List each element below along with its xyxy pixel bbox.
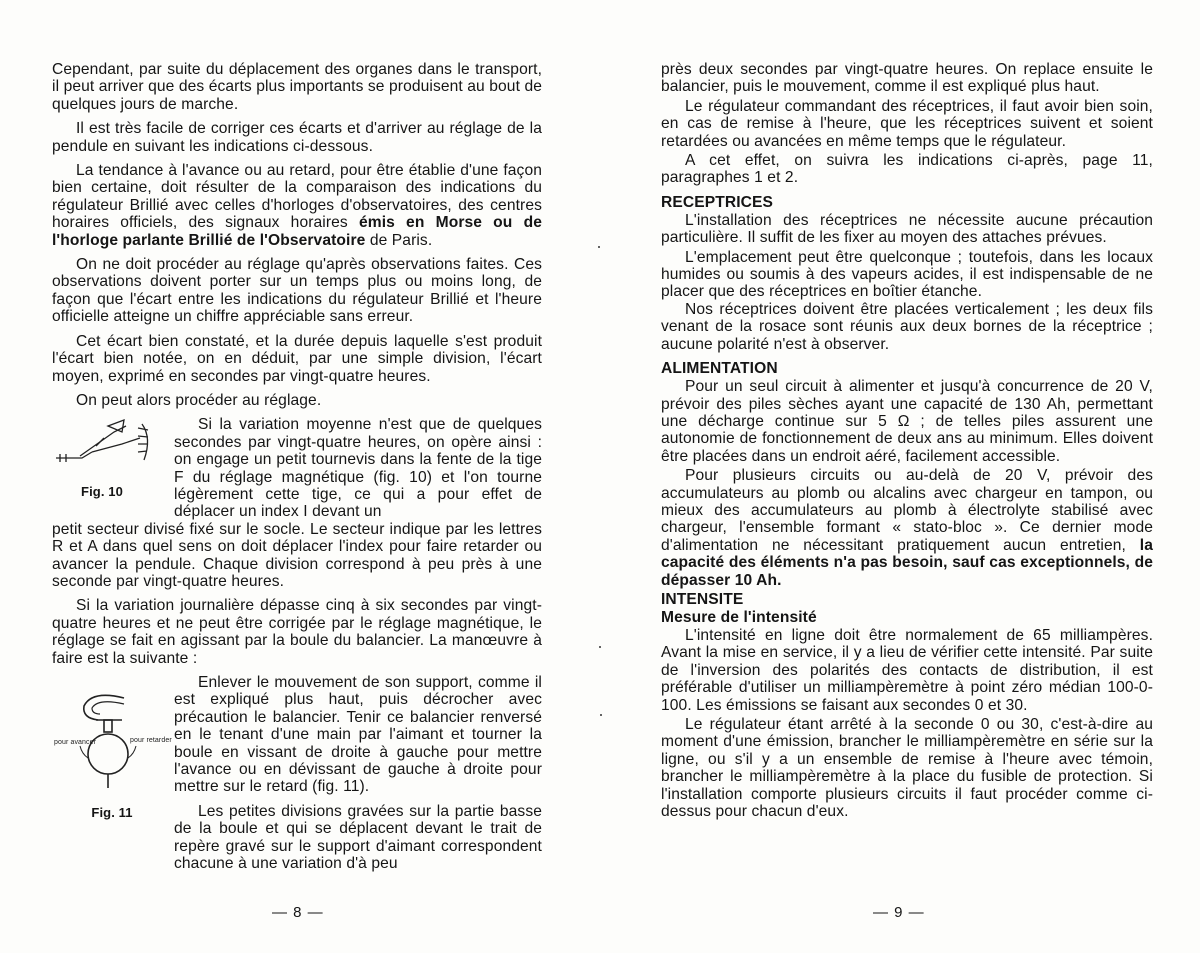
figure-11-block — [52, 674, 542, 872]
paragraph-bold-text: émis en Morse ou de l'horloge parlante Brillié de l'Observatoire — [52, 214, 542, 249]
paragraph: près deux secondes par vingt-quatre heures. On replace ensuite le balancier, puis le mouvement, comme il est expliqué plus haut. — [661, 61, 1153, 96]
subheading-mesure-intensite: Mesure de l'intensité — [661, 608, 817, 626]
paragraph: Pour un seul circuit à alimenter et jusqu'à concurrence de 20 V, prévoir des piles sèches ayant une capacité de 130 Ah, permettant une décharge continue sur 5 Ω ; de telles piles assurent une autonomie de fonctionnement de deux ans au minimum. Elles doivent être placées dans un endroit aéré, facilement accessible. — [661, 378, 1153, 465]
paragraph-text: Pour plusieurs circuits ou au-delà de 20 V, prévoir des accumulateurs au plomb ou alcalins avec chargeur en tampon, ou mieux des accumulateurs au plomb à électrolyte stabilisé avec chargeur, l'ensemble formant « stato-bloc ». Ce dernier mode d'alimentation ne nécessitant pratiquement aucun entretien, — [661, 467, 1153, 554]
page-number: — 9 — — [873, 904, 925, 921]
paragraph: On ne doit procéder au réglage qu'après observations faites. Ces observations doivent porter sur un temps plus ou moins long, de façon que l'écart entre les indications du régulateur Brillié et l'heure officielle atteigne un chiffre appréciable sans erreur. — [52, 256, 542, 326]
paragraph-text: de Paris. — [369, 231, 433, 249]
magnetic-regulator-illustration — [52, 416, 162, 478]
left-page-body — [52, 61, 542, 872]
paragraph-text: La tendance à l'avance ou au retard, pour être établie d'une façon bien certaine, doit résulter de la comparaison des indications du régulateur Brillié avec celles d'horloges d'observatoires, des centres horaires officiels, des signaux horaires — [52, 162, 542, 232]
paragraph: L'installation des réceptrices ne nécessite aucune précaution particulière. Il suffit de les fixer au moyen des attaches prévues. — [661, 211, 1153, 247]
section-heading-alimentation: ALIMENTATION — [661, 360, 778, 378]
pour-avancer-label: pour avancer — [54, 739, 97, 746]
right-page — [600, 0, 1200, 953]
figure-10-label: Fig. 10 — [81, 483, 123, 499]
paragraph: Nos réceptrices doivent être placées verticalement ; les deux fils venant de la rosace sont réunis aux deux bornes de la réceptrice ; aucune polarité n'est à observer. — [661, 300, 1153, 353]
paragraph: Le régulateur étant arrêté à la seconde 0 ou 30, c'est-à-dire au moment d'une émission, brancher le milliampèremètre en série sur la ligne, ou s'il y a un ensemble de remise à l'heure avec témoin, brancher le milliampèremètre à la place du fusible de protection. Si l'installation comporte plusieurs circuits il faut procéder comme ci-dessus pour chacun d'eux. — [661, 716, 1153, 821]
figure-11-label: Fig. 11 — [91, 805, 133, 820]
right-page-body — [661, 61, 1153, 820]
paragraph: Cependant, par suite du déplacement des organes dans le transport, il peut arriver que des écarts plus importants se produisent au bout de quelques jours de marche. — [52, 61, 542, 113]
paragraph: On peut alors procéder au réglage. — [76, 391, 322, 409]
figure-10-block — [52, 416, 542, 520]
paragraph: Cet écart bien constaté, et la durée depuis laquelle s'est produit l'écart bien notée, on en déduit, par une simple division, l'écart moyen, exprimé en secondes par vingt-quatre heures. — [52, 332, 542, 385]
paragraph: Enlever le mouvement de son support, comme il est expliqué plus haut, puis décrocher avec précaution le balancier. Tenir ce balancier renversé en le tenant d'une main par l'aimant et tourner la boule en vissant de droite à gauche pour mettre l'avance ou en dévissant de gauche à droite pour mettre sur le retard (fig. 11). — [174, 674, 542, 796]
page-number: — 8 — — [272, 904, 324, 921]
figure-11-text — [174, 674, 542, 872]
paragraph: Il est très facile de corriger ces écarts et d'arriver au réglage de la pendule en suivant les indications ci-dessous. — [52, 120, 542, 155]
section-heading-intensite: INTENSITE — [661, 590, 744, 608]
paragraph — [52, 162, 542, 249]
paragraph: Si la variation journalière dépasse cinq à six secondes par vingt-quatre heures et ne peut être corrigée par le réglage magnétique, le réglage se fait en agissant par la boule du balancier. La manœuvre à faire est la suivante : — [52, 597, 542, 667]
paragraph: Les petites divisions gravées sur la partie basse de la boule et qui se déplacent devant le trait de repère gravé sur le support d'aimant correspondent chacune à une variation d'à peu — [174, 802, 542, 873]
paragraph: petit secteur divisé fixé sur le socle. Le secteur indique par les lettres R et A dans quel sens on doit déplacer l'index pour faire retarder ou avancer la pendule. Chaque division correspond à peu près à une seconde par vingt-quatre heures. — [52, 520, 542, 590]
paragraph: Le régulateur commandant des réceptrices, il faut avoir bien soin, en cas de remise à l'heure, que les réceptrices suivent et soient retardées ou avancées en même temps que le régulateur. — [661, 97, 1153, 150]
paragraph: L'intensité en ligne doit être normalement de 65 milliampères. Avant la mise en service, il y a lieu de vérifier cette intensité. Par suite de l'inversion des polarités des contacts de distribution, il est préférable d'utiliser un milliampèremètre à point zéro médian 100-0-100. Les émissions se faisant aux secondes 0 et 30. — [661, 626, 1153, 714]
pendulum-bob-illustration — [52, 684, 172, 794]
figure-10 — [52, 416, 172, 500]
paragraph — [661, 467, 1153, 589]
paragraph: A cet effet, on suivra les indications ci-après, page 11, paragraphes 1 et 2. — [661, 152, 1153, 187]
paragraph-bold-text: la capacité des éléments n'a pas besoin, sauf cas exceptionnels, de dépasser 10 Ah. — [661, 536, 1154, 589]
figure-11 — [52, 674, 172, 798]
paragraph: L'emplacement peut être quelconque ; toutefois, dans les locaux humides ou soumis à des vapeurs acides, il est indispensable de ne placer que des réceptrices en boîtier étanche. — [661, 248, 1153, 301]
figure-10-text: Si la variation moyenne n'est que de quelques secondes par vingt-quatre heures, on opère ainsi : on engage un petit tournevis dans la fente de la tige F du réglage magnétique (fig. 10) et l'on tourne légèrement cette tige, ce qui a pour effet de déplacer un index I devant un — [174, 416, 542, 521]
pour-retarder-label: pour retarder — [130, 737, 172, 744]
section-heading-receptrices: RECEPTRICES — [661, 193, 774, 211]
